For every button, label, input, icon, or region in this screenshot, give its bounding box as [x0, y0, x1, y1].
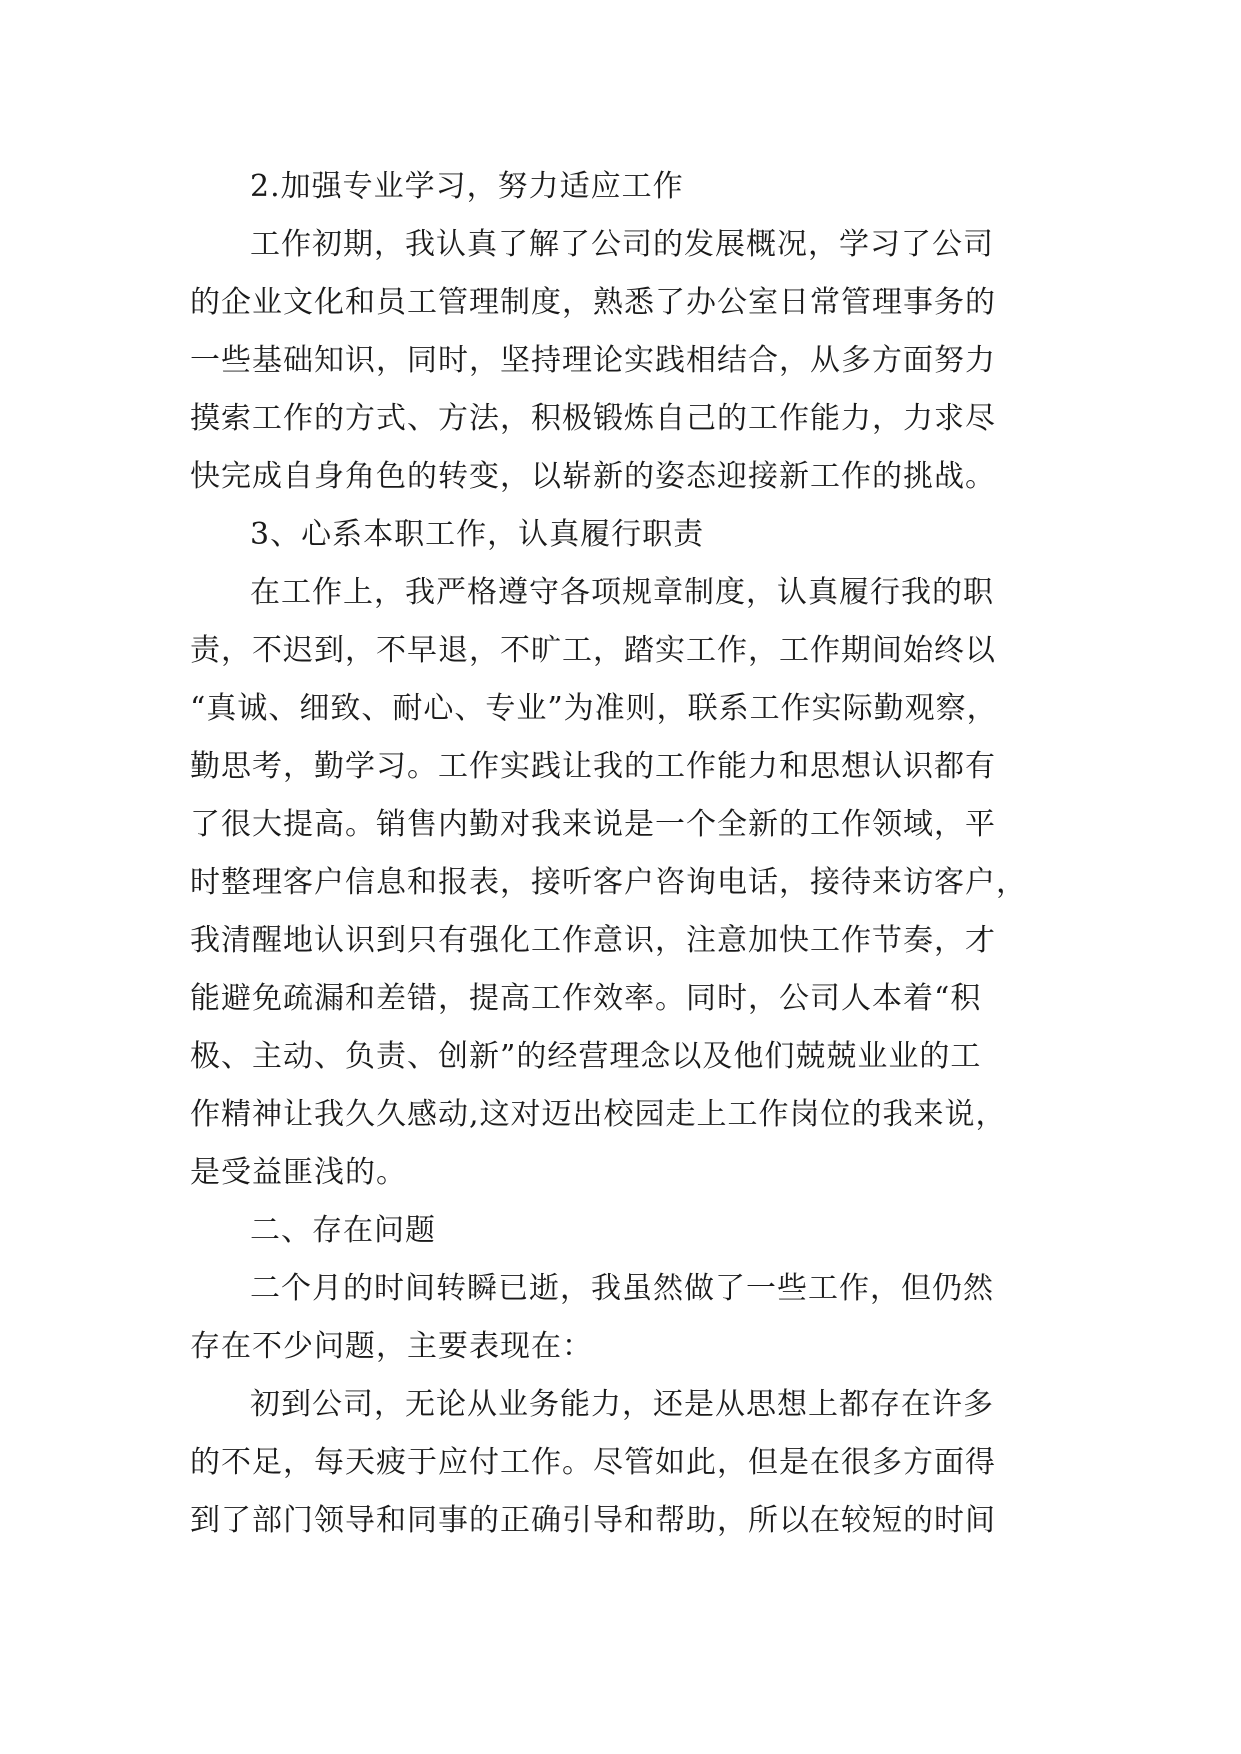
text-line: 的不足，每天疲于应付工作。尽管如此，但是在很多方面得 [190, 1445, 996, 1480]
text-line: 3、心系本职工作，认真履行职责 [250, 517, 705, 552]
text-line: 二个月的时间转瞬已逝，我虽然做了一些工作，但仍然 [250, 1271, 994, 1306]
text-line: 快完成自身角色的转变，以崭新的姿态迎接新工作的挑战。 [190, 459, 996, 494]
text-line: 二、存在问题 [250, 1213, 436, 1248]
text-line: 存在不少问题，主要表现在： [190, 1329, 593, 1364]
text-line: 一些基础知识，同时，坚持理论实践相结合，从多方面努力 [190, 343, 996, 378]
text-line: 初到公司，无论从业务能力，还是从思想上都存在许多 [250, 1387, 994, 1422]
text-line: 2.加强专业学习，努力适应工作 [250, 169, 684, 204]
text-line: 到了部门领导和同事的正确引导和帮助，所以在较短的时间 [190, 1503, 996, 1538]
text-line: 责，不迟到，不早退，不旷工，踏实工作，工作期间始终以 [190, 633, 996, 668]
document-body [190, 158, 1070, 1550]
text-line: 了很大提高。销售内勤对我来说是一个全新的工作领域，平 [190, 807, 996, 842]
text-line: 能避免疏漏和差错，提高工作效率。同时，公司人本着“积 [190, 981, 982, 1016]
text-line: 在工作上，我严格遵守各项规章制度，认真履行我的职 [250, 575, 994, 610]
text-line: 工作初期，我认真了解了公司的发展概况，学习了公司 [250, 227, 994, 262]
text-line: 的企业文化和员工管理制度，熟悉了办公室日常管理事务的 [190, 285, 996, 320]
text-line: 作精神让我久久感动,这对迈出校园走上工作岗位的我来说， [190, 1097, 1007, 1132]
text-line: 勤思考，勤学习。工作实践让我的工作能力和思想认识都有 [190, 749, 996, 784]
text-line: 是受益匪浅的。 [190, 1155, 407, 1190]
text-line: 我清醒地认识到只有强化工作意识，注意加快工作节奏，才 [190, 923, 996, 958]
text-line: “真诚、细致、耐心、专业”为准则，联系工作实际勤观察， [190, 691, 998, 726]
text-line: 极、主动、负责、创新”的经营理念以及他们兢兢业业的工 [190, 1039, 982, 1074]
text-line: 摸索工作的方式、方法，积极锻炼自己的工作能力，力求尽 [190, 401, 996, 436]
text-line: 时整理客户信息和报表，接听客户咨询电话，接待来访客户， [190, 865, 1027, 900]
